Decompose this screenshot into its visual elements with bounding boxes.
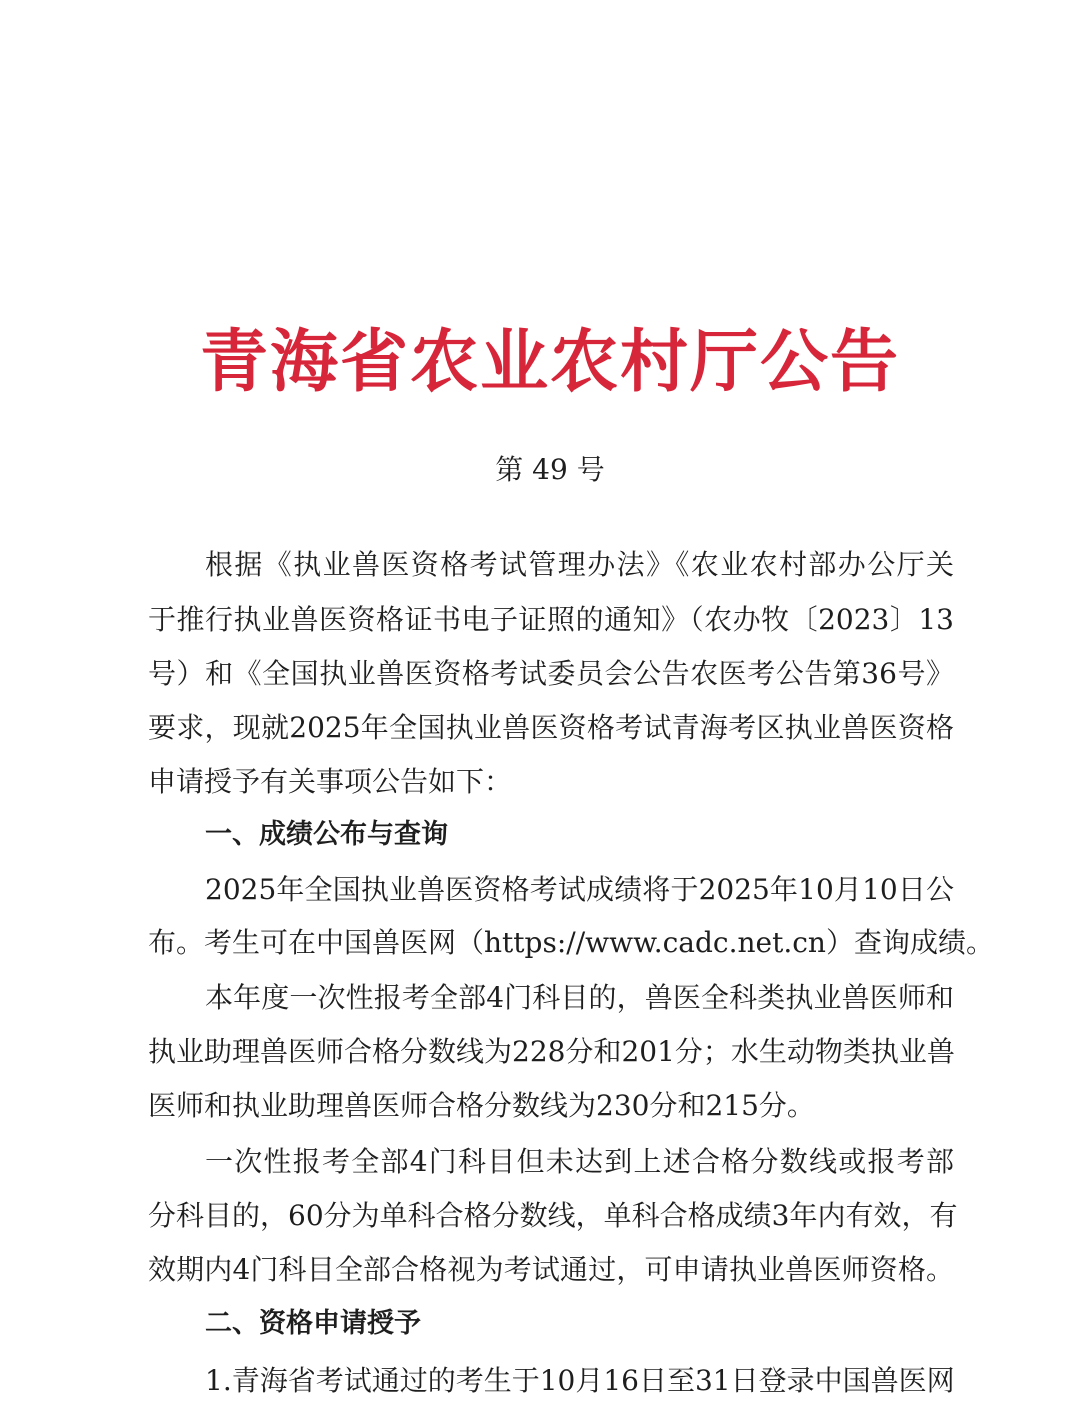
paragraph-line: 要求，现就2025年全国执业兽医资格考试青海考区执业兽医资格 <box>148 711 954 744</box>
paragraph-line: 效期内4门科目全部合格视为考试通过，可申请执业兽医师资格。 <box>148 1253 954 1286</box>
paragraph-line: 执业助理兽医师合格分数线为228分和201分；水生动物类执业兽 <box>148 1035 955 1068</box>
paragraph-line: 一次性报考全部4门科目但未达到上述合格分数线或报考部 <box>205 1145 954 1178</box>
paragraph-line: 本年度一次性报考全部4门科目的，兽医全科类执业兽医师和 <box>205 981 954 1014</box>
paragraph-line: 2025年全国执业兽医资格考试成绩将于2025年10月10日公 <box>205 873 954 906</box>
section-heading-1: 一、成绩公布与查询 <box>205 819 448 850</box>
paragraph-line: 于推行执业兽医资格证书电子证照的通知》（农办牧〔2023〕13 <box>148 603 954 636</box>
paragraph-line: 根据《执业兽医资格考试管理办法》《农业农村部办公厅关 <box>205 548 954 581</box>
paragraph-line: 号）和《全国执业兽医资格考试委员会公告农医考公告第36号》 <box>148 657 954 690</box>
paragraph-line: 申请授予有关事项公告如下： <box>148 765 513 798</box>
document-title: 青海省农业农村厅公告 <box>199 322 900 402</box>
section-heading-2: 二、资格申请授予 <box>205 1308 421 1339</box>
paragraph-line: 布。考生可在中国兽医网（https://www.cadc.net.cn）查询成绩。 <box>148 926 994 959</box>
document-number: 第 49 号 <box>495 453 605 486</box>
paragraph-line: 医师和执业助理兽医师合格分数线为230分和215分。 <box>148 1089 815 1122</box>
paragraph-line: 分科目的，60分为单科合格分数线，单科合格成绩3年内有效，有 <box>148 1199 958 1232</box>
paragraph-line: 1.青海省考试通过的考生于10月16日至31日登录中国兽医网 <box>205 1364 955 1397</box>
